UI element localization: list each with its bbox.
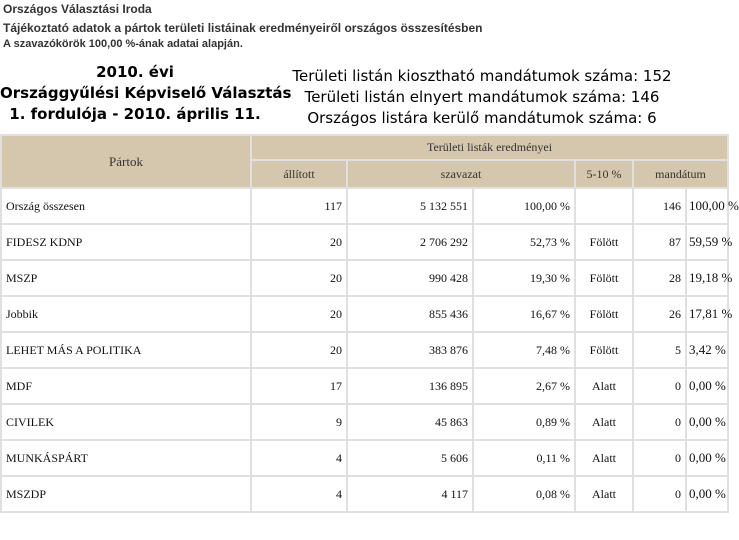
col-header-allitott: állított [252,161,346,187]
threshold-status-cell [576,189,632,223]
mandate-percent-cell: 19,18 % [687,261,727,295]
mandates-cell: 5 [634,333,685,367]
table-row [2,441,727,475]
mandate-percent-cell: 0,00 % [687,441,727,475]
mandate-summary [282,66,682,129]
election-year: 2010. évi [96,63,174,81]
results-table [0,134,739,513]
party-cell: MUNKÁSPÁRT [2,441,250,475]
table-row [2,405,727,439]
mandates-available: Területi listán kiosztható mandátumok száma: 152 [292,67,672,85]
votes-cell: 136 895 [348,369,472,403]
party-cell: Jobbik [2,297,250,331]
mandate-percent-cell: 3,42 % [687,333,727,367]
vote-percent-cell: 0,08 % [474,477,574,511]
vote-percent-cell: 19,30 % [474,261,574,295]
threshold-status-cell: Fölött [576,297,632,331]
vote-percent-cell: 16,67 % [474,297,574,331]
threshold-status-cell: Alatt [576,477,632,511]
mandate-percent-cell: 17,81 % [687,297,727,331]
allitott-cell: 4 [252,477,346,511]
party-cell: FIDESZ KDNP [2,225,250,259]
mandates-cell: 28 [634,261,685,295]
mandates-cell: 0 [634,441,685,475]
table-row [2,369,727,403]
votes-cell: 45 863 [348,405,472,439]
vote-percent-cell: 52,73 % [474,225,574,259]
mandate-percent-cell: 0,00 % [687,405,727,439]
mandates-cell: 146 [634,189,685,223]
votes-cell: 855 436 [348,297,472,331]
mandate-percent-cell: 100,00 % [687,189,727,223]
mandates-national-list: Országos listára kerülő mandátumok száma: 6 [307,109,657,127]
threshold-status-cell: Fölött [576,225,632,259]
party-cell: MSZP [2,261,250,295]
table-row [2,297,727,331]
vote-percent-cell: 0,11 % [474,441,574,475]
party-cell: CIVILEK [2,405,250,439]
allitott-cell: 20 [252,225,346,259]
election-info [0,62,292,125]
mandate-percent-cell: 0,00 % [687,477,727,511]
col-header-threshold: 5-10 % [576,161,632,187]
mandates-cell: 0 [634,477,685,511]
table-row [2,477,727,511]
processing-note: A szavazókörök 100,00 %-ának adatai alapján. [3,38,243,50]
threshold-status-cell: Alatt [576,441,632,475]
vote-percent-cell: 100,00 % [474,189,574,223]
allitott-cell: 20 [252,333,346,367]
col-header-mandatum: mandátum [634,161,727,187]
mandates-won: Területi listán elnyert mandátumok száma: 146 [304,88,660,106]
mandates-cell: 0 [634,405,685,439]
votes-cell: 990 428 [348,261,472,295]
vote-percent-cell: 2,67 % [474,369,574,403]
office-title: Országos Választási Iroda [3,2,152,16]
allitott-cell: 20 [252,297,346,331]
mandates-cell: 26 [634,297,685,331]
party-cell: LEHET MÁS A POLITIKA [2,333,250,367]
allitott-cell: 4 [252,441,346,475]
table-row [2,261,727,295]
vote-percent-cell: 0,89 % [474,405,574,439]
vote-percent-cell: 7,48 % [474,333,574,367]
col-header-parties: Pártok [2,136,250,187]
table-row [2,333,727,367]
report-subtitle: Tájékoztató adatok a pártok területi listáinak eredményeiről országos összesítésben [3,21,483,35]
col-header-szavazat: szavazat [348,161,574,187]
votes-cell: 383 876 [348,333,472,367]
threshold-status-cell: Fölött [576,261,632,295]
votes-cell: 5 132 551 [348,189,472,223]
allitott-cell: 20 [252,261,346,295]
mandates-cell: 0 [634,369,685,403]
votes-cell: 2 706 292 [348,225,472,259]
election-name: Országgyűlési Képviselő Választás [0,84,292,102]
allitott-cell: 117 [252,189,346,223]
party-cell: MDF [2,369,250,403]
col-group-header: Területi listák eredményei [252,136,727,159]
mandates-cell: 87 [634,225,685,259]
votes-cell: 5 606 [348,441,472,475]
allitott-cell: 9 [252,405,346,439]
table-row [2,189,727,223]
table-row [2,225,727,259]
threshold-status-cell: Fölött [576,333,632,367]
mandate-percent-cell: 0,00 % [687,369,727,403]
election-round: 1. fordulója - 2010. április 11. [9,105,261,123]
threshold-status-cell: Alatt [576,405,632,439]
votes-cell: 4 117 [348,477,472,511]
mandate-percent-cell: 59,59 % [687,225,727,259]
party-cell: Ország összesen [2,189,250,223]
allitott-cell: 17 [252,369,346,403]
threshold-status-cell: Alatt [576,369,632,403]
party-cell: MSZDP [2,477,250,511]
